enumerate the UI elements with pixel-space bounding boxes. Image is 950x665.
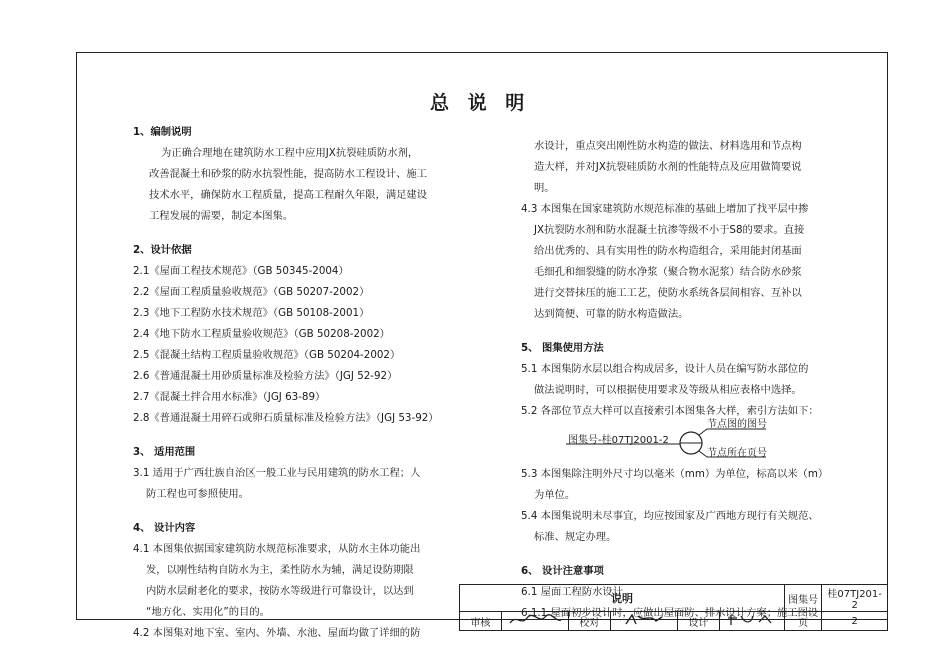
section-heading: 4、 设计内容 [133, 522, 196, 534]
design-signature [719, 612, 784, 631]
diagram-left-label: 图集号-桂07TJ2001-2 [568, 435, 669, 446]
text-line: 2.5《混凝土结构工程质量验收规范》（GB 50204-2002） [133, 349, 401, 361]
text-line: 给出优秀的、具有实用性的防水构造组合，采用能封闭基面 [534, 245, 802, 257]
text-line: 技术水平，确保防水工程质量，提高工程耐久年限，满足建设 [149, 189, 428, 201]
text-line: 工程发展的需要，制定本图集。 [149, 210, 294, 222]
spacer [133, 429, 463, 442]
text-line: 发，以刚性结构自防水为主，柔性防水为辅，满足设防期限 [146, 564, 414, 576]
text-line: 2.8《普通混凝土用碎石或卵石质量标准及检验方法》（JGJ 53-92） [133, 412, 439, 424]
design-label: 设计 [678, 612, 720, 631]
text-line: 5.4 本图集说明未尽事宜，均应按国家及广西地方现行有关规范、 [521, 510, 819, 522]
atlas-label: 图集号 [785, 585, 822, 612]
text-line: 6.1 屋面工程防水设计 [521, 586, 624, 598]
atlas-value: 桂07TJ201-2 [822, 585, 888, 612]
section-heading: 6、 设计注意事项 [521, 565, 604, 577]
text-line: 水设计，重点突出刚性防水构造的做法、材料选用和节点构 [534, 140, 802, 152]
diagram-top-label: 节点图的图号 [707, 419, 767, 430]
diagram-bottom-label: 节点所在页号 [707, 448, 767, 459]
text-line: 4.3 本图集在国家建筑防水规范标准的基础上增加了找平层中掺 [521, 203, 809, 215]
text-line: 2.6《普通混凝土用砂质量标准及检验方法》（JGJ 52-92） [133, 370, 398, 382]
text-line: 4.1 本图集依据国家建筑防水规范标准要求，从防水主体功能出 [133, 543, 421, 555]
text-line: 改善混凝土和砂浆的防水抗裂性能，提高防水工程设计、施工 [149, 168, 428, 180]
review-signature [501, 612, 568, 631]
text-line: 进行交替抹压的施工工艺，使防水系统各层间相容、互补以 [534, 287, 802, 299]
signature-icon [507, 612, 563, 627]
text-line: 标准、规定办理。 [534, 531, 617, 543]
text-line: 2.4《地下防水工程质量验收规范》（GB 50208-2002） [133, 328, 390, 340]
right-column [521, 136, 841, 624]
title-block-name: 说明 [460, 585, 785, 612]
check-label: 校对 [569, 612, 611, 631]
text-line: 为正确合理地在建筑防水工程中应用JX抗裂硅质防水剂， [161, 147, 419, 159]
section-heading: 5、 图集使用方法 [521, 342, 604, 354]
spacer [521, 548, 841, 561]
text-line: 明。 [534, 182, 555, 194]
signature-icon [725, 612, 779, 627]
text-line: 毛细孔和细裂缝的防水净浆（聚合物水泥浆）结合防水砂浆 [534, 266, 802, 278]
text-line: 为单位。 [534, 489, 576, 501]
signature-icon [616, 612, 672, 627]
text-line: “地方化、实用化”的目的。 [146, 606, 270, 618]
text-line: 5.3 本图集除注明外尺寸均以毫米（mm）为单位，标高以米（m） [521, 468, 829, 480]
text-line: 5.1 本图集防水层以组合构成居多，设计人员在编写防水部位的 [521, 363, 809, 375]
text-line: 内防水层耐老化的要求，按防水等级进行可靠设计，以达到 [146, 585, 414, 597]
text-line: 2.7《混凝土拌合用水标准》（JGJ 63-89） [133, 391, 326, 403]
text-line: 6.1.1 屋面初步设计时，应做出屋面防、排水设计方案；施工图设 [521, 607, 819, 619]
text-line: JX抗裂防水剂和防水混凝土抗渗等级不小于S8的要求。直接 [534, 224, 805, 236]
page-value: 2 [822, 612, 888, 631]
text-line: 3.1 适用于广西壮族自治区一般工业与民用建筑的防水工程；人 [133, 467, 421, 479]
index-diagram [521, 419, 821, 464]
left-column [133, 122, 463, 644]
text-line: 2.3《地下工程防水技术规范》（GB 50108-2001） [133, 307, 370, 319]
page-title: 总 说 明 [430, 92, 531, 114]
spacer [133, 227, 463, 240]
index-symbol-icon [521, 422, 821, 464]
text-line: 造大样，并对JX抗裂硅质防水剂的性能特点及应用做简要说 [534, 161, 802, 173]
page-label: 页 [785, 612, 822, 631]
title-block [459, 584, 888, 631]
text-line: 防工程也可参照使用。 [146, 488, 249, 500]
spacer [521, 325, 841, 338]
spacer [133, 505, 463, 518]
section-heading: 3、 适用范围 [133, 446, 196, 458]
check-signature [610, 612, 677, 631]
review-label: 审核 [460, 612, 502, 631]
text-line: 做法说明时，可以根据使用要求及等级从相应表格中选择。 [534, 384, 802, 396]
text-line: 4.2 本图集对地下室、室内、外墙、水池、屋面均做了详细的防 [133, 627, 421, 639]
text-line: 5.2 各部位节点大样可以直接索引本图集各大样，索引方法如下： [521, 405, 819, 417]
text-line: 2.1《屋面工程技术规范》（GB 50345-2004） [133, 265, 349, 277]
right-column-section-a [521, 136, 841, 422]
text-line: 2.2《屋面工程质量验收规范》（GB 50207-2002） [133, 286, 370, 298]
text-line: 达到简便、可靠的防水构造做法。 [534, 308, 689, 320]
section-heading: 2、设计依据 [133, 244, 192, 256]
section-heading: 1、编制说明 [133, 126, 192, 138]
